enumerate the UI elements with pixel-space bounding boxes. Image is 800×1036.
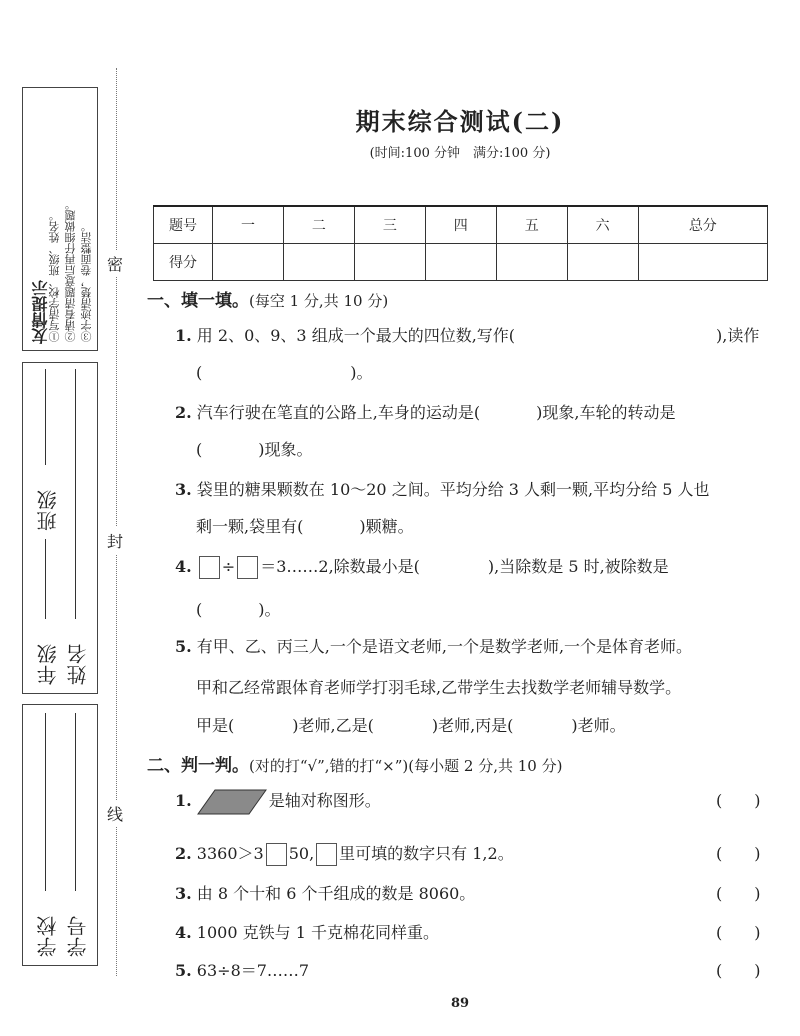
question-text: )。 (350, 363, 373, 382)
digit-box-ref (316, 843, 337, 866)
name-label: 姓名 (66, 643, 90, 685)
header-cell: 三 (354, 206, 425, 244)
class-fill-line[interactable] (45, 369, 46, 465)
s2-q1-answer[interactable]: ( ) (716, 791, 761, 810)
question-number: 2. (175, 844, 192, 863)
question-text: 有甲、乙、丙三人,一个是语文老师,一个是数学老师,一个是体育老师。 (196, 637, 693, 656)
s1-q5-line1 (175, 634, 692, 657)
score-cell[interactable] (425, 244, 496, 281)
header-cell: 二 (283, 206, 354, 244)
question-text: 袋里的糖果颗数在 10～20 之间。平均分给 3 人剩一颗,平均分给 5 人也 (196, 480, 710, 499)
question-text: )现象。 (258, 440, 313, 459)
question-number: 3. (175, 480, 192, 499)
question-number: 4. (175, 923, 192, 942)
number-label: 学号 (66, 915, 90, 957)
score-cell[interactable] (638, 244, 767, 281)
question-text: 50, (288, 844, 315, 863)
question-text: ＝3……2,除数最小是( (260, 557, 420, 576)
class-info-box (22, 362, 98, 694)
question-text: 3360＞3 (196, 844, 264, 863)
s1-q3-line1 (175, 477, 709, 500)
score-cell[interactable] (283, 244, 354, 281)
score-cell[interactable] (354, 244, 425, 281)
s2-q1 (175, 788, 381, 815)
fold-char-mi: 密 (107, 250, 123, 277)
question-text: 由 8 个十和 6 个千组成的数是 8060。 (196, 884, 476, 903)
exam-subtitle: (时间:100 分钟 满分:100 分) (369, 146, 551, 161)
class-label: 班级 (36, 489, 60, 531)
dividend-box[interactable] (199, 556, 220, 579)
section2-note: (对的打“√”,错的打“×”)(每小题 2 分,共 10 分) (249, 757, 563, 775)
score-table-header-row (154, 206, 768, 244)
question-text: ( (196, 363, 203, 382)
digit-box[interactable] (266, 843, 287, 866)
school-label: 学校 (36, 915, 60, 957)
question-text: 汽车行驶在笔直的公路上,车身的运动是( (196, 403, 481, 422)
question-text: 是轴对称图形。 (268, 791, 381, 810)
score-table-score-row (154, 244, 768, 281)
score-cell[interactable] (213, 244, 284, 281)
tips-heading: 友情提示 (31, 280, 50, 344)
header-cell: 四 (425, 206, 496, 244)
s1-q1-line2 (196, 360, 373, 383)
tip-line-2: ②请看清题意后再仔细做题。 (64, 199, 77, 342)
number-fill-line[interactable] (75, 713, 76, 891)
question-number: 1. (175, 326, 192, 345)
question-text: ( (196, 600, 203, 619)
school-fill-line[interactable] (45, 713, 46, 891)
question-text: ( (196, 440, 203, 459)
s2-q4-answer[interactable]: ( ) (716, 923, 761, 942)
division-sign: ÷ (221, 557, 236, 576)
s2-q2 (175, 841, 514, 866)
score-cell[interactable] (567, 244, 638, 281)
question-text: 剩一颗,袋里有( (196, 517, 304, 536)
question-text: )。 (258, 600, 281, 619)
score-row-label: 得分 (154, 244, 213, 281)
question-number: 5. (175, 961, 192, 980)
question-number: 3. (175, 884, 192, 903)
question-text: )颗糖。 (359, 517, 414, 536)
header-cell: 总分 (638, 206, 767, 244)
divisor-box[interactable] (237, 556, 258, 579)
question-text: )老师。 (571, 716, 626, 735)
score-cell[interactable] (496, 244, 567, 281)
page-number: 89 (450, 996, 470, 1011)
exam-title: 期末综合测试(二) (355, 107, 565, 136)
s1-q1-line1-end: ),读作 (716, 326, 760, 345)
header-cell: 题号 (154, 206, 213, 244)
header-cell: 五 (496, 206, 567, 244)
s2-q4 (175, 920, 439, 943)
name-fill-line[interactable] (75, 369, 76, 619)
score-table (153, 205, 768, 281)
s2-q2-answer[interactable]: ( ) (716, 844, 761, 863)
s1-q1-line1 (175, 323, 515, 346)
question-number: 4. (175, 557, 192, 576)
s1-q3-line2 (196, 514, 414, 537)
fold-char-xian: 线 (107, 800, 123, 827)
section1-title: 一、填一填。 (147, 291, 249, 311)
s1-q5-line2: 甲和乙经常跟体育老师学打羽毛球,乙带学生去找数学老师辅导数学。 (196, 678, 682, 697)
fold-char-feng: 封 (107, 527, 123, 554)
question-number: 2. (175, 403, 192, 422)
question-text: 1000 克铁与 1 千克棉花同样重。 (196, 923, 439, 942)
question-text: )老师,丙是( (431, 716, 514, 735)
fold-line (116, 68, 117, 976)
tip-line-1: ①写清学校、班级、姓名。 (48, 210, 61, 342)
question-text: 63÷8＝7……7 (196, 961, 310, 980)
s1-q5-line3 (196, 713, 626, 736)
s2-q5-answer[interactable]: ( ) (716, 961, 761, 980)
question-text: 用 2、0、9、3 组成一个最大的四位数,写作( (196, 326, 516, 345)
tip-line-3: ③字迹清楚，卷面整洁。 (80, 221, 93, 342)
school-info-box (22, 704, 98, 966)
parallelogram-figure (197, 789, 267, 815)
question-number: 5. (175, 637, 192, 656)
grade-label: 年级 (36, 643, 60, 685)
s1-q4-line1 (175, 554, 669, 579)
section1-heading (147, 286, 388, 311)
section2-heading (147, 751, 562, 776)
question-number: 1. (175, 791, 192, 810)
question-text: )现象,车轮的转动是 (536, 403, 676, 422)
s1-q2-line2 (196, 437, 313, 460)
question-text: 甲是( (196, 716, 235, 735)
s1-q2-line1 (175, 400, 675, 423)
section2-title: 二、判一判。 (147, 756, 249, 776)
s2-q3-answer[interactable]: ( ) (716, 884, 761, 903)
grade-fill-line[interactable] (45, 539, 46, 619)
question-text: 里可填的数字只有 1,2。 (339, 844, 514, 863)
header-cell: 一 (213, 206, 284, 244)
s1-q4-line2 (196, 597, 281, 620)
s2-q5 (175, 958, 309, 981)
header-cell: 六 (567, 206, 638, 244)
s2-q3 (175, 881, 475, 904)
question-text: ),当除数是 5 时,被除数是 (487, 557, 669, 576)
question-text: )老师,乙是( (292, 716, 374, 735)
section1-note: (每空 1 分,共 10 分) (249, 292, 389, 310)
